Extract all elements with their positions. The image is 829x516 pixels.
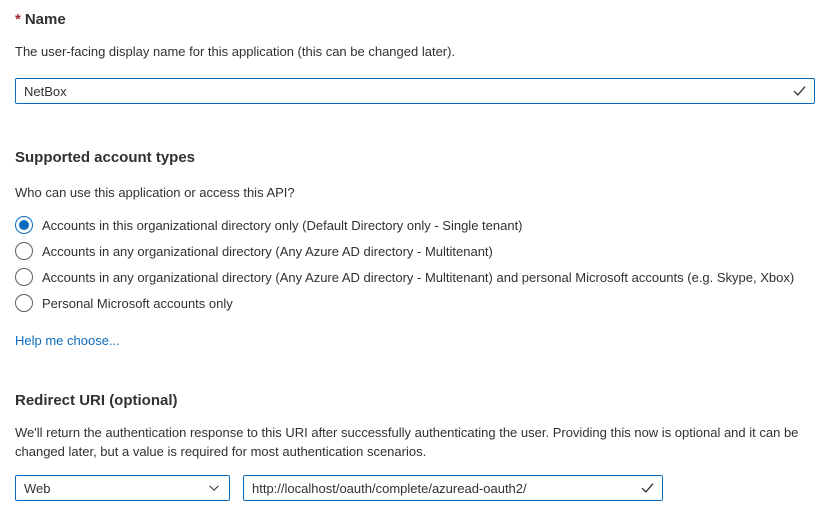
redirect-uri-input-wrap: [243, 475, 663, 501]
account-type-label: Accounts in any organizational directory (Any Azure AD directory - Multitenant): [42, 243, 493, 259]
redirect-uri-description: We'll return the authentication response to this URI after successfully authenticating the user. Providing this now is optional and it can be changed later, but a value is required for most authentication scenarios.: [15, 425, 799, 459]
radio-button[interactable]: [15, 294, 33, 312]
platform-select[interactable]: [15, 475, 230, 501]
redirect-uri-title: Redirect URI (optional): [15, 392, 178, 409]
account-types-question: Who can use this application or access this API?: [15, 185, 295, 200]
required-asterisk: *: [15, 11, 21, 28]
radio-button[interactable]: [15, 242, 33, 260]
redirect-uri-controls: [15, 475, 815, 501]
supported-account-types-section: [15, 148, 815, 350]
account-type-label: Accounts in any organizational directory (Any Azure AD directory - Multitenant) and personal Microsoft accounts (e.g. Skype, Xbox): [42, 269, 795, 285]
supported-account-types-title: Supported account types: [15, 149, 196, 166]
account-type-label: Accounts in this organizational directory only (Default Directory only - Single tenant): [42, 217, 523, 233]
help-me-choose-link[interactable]: Help me choose...: [15, 333, 120, 348]
name-title-text: Name: [24, 11, 66, 28]
account-type-label: Personal Microsoft accounts only: [42, 295, 233, 311]
account-type-option-personal-only[interactable]: [15, 290, 815, 316]
platform-select-value: Web: [24, 480, 51, 496]
name-section: [15, 10, 815, 104]
account-types-radio-group: [15, 212, 815, 316]
radio-button[interactable]: [15, 268, 33, 286]
account-type-option-multitenant-personal[interactable]: [15, 264, 815, 290]
name-input-wrap: [15, 78, 815, 104]
redirect-uri-section: [15, 391, 815, 501]
account-type-option-single-tenant[interactable]: [15, 212, 815, 238]
name-description: The user-facing display name for this application (this can be changed later).: [15, 44, 456, 59]
account-type-option-multitenant[interactable]: [15, 238, 815, 264]
redirect-uri-input[interactable]: [243, 475, 663, 501]
chevron-down-icon: [208, 482, 220, 494]
name-section-title: [15, 10, 815, 30]
name-input[interactable]: [15, 78, 815, 104]
radio-button-selected[interactable]: [15, 216, 33, 234]
